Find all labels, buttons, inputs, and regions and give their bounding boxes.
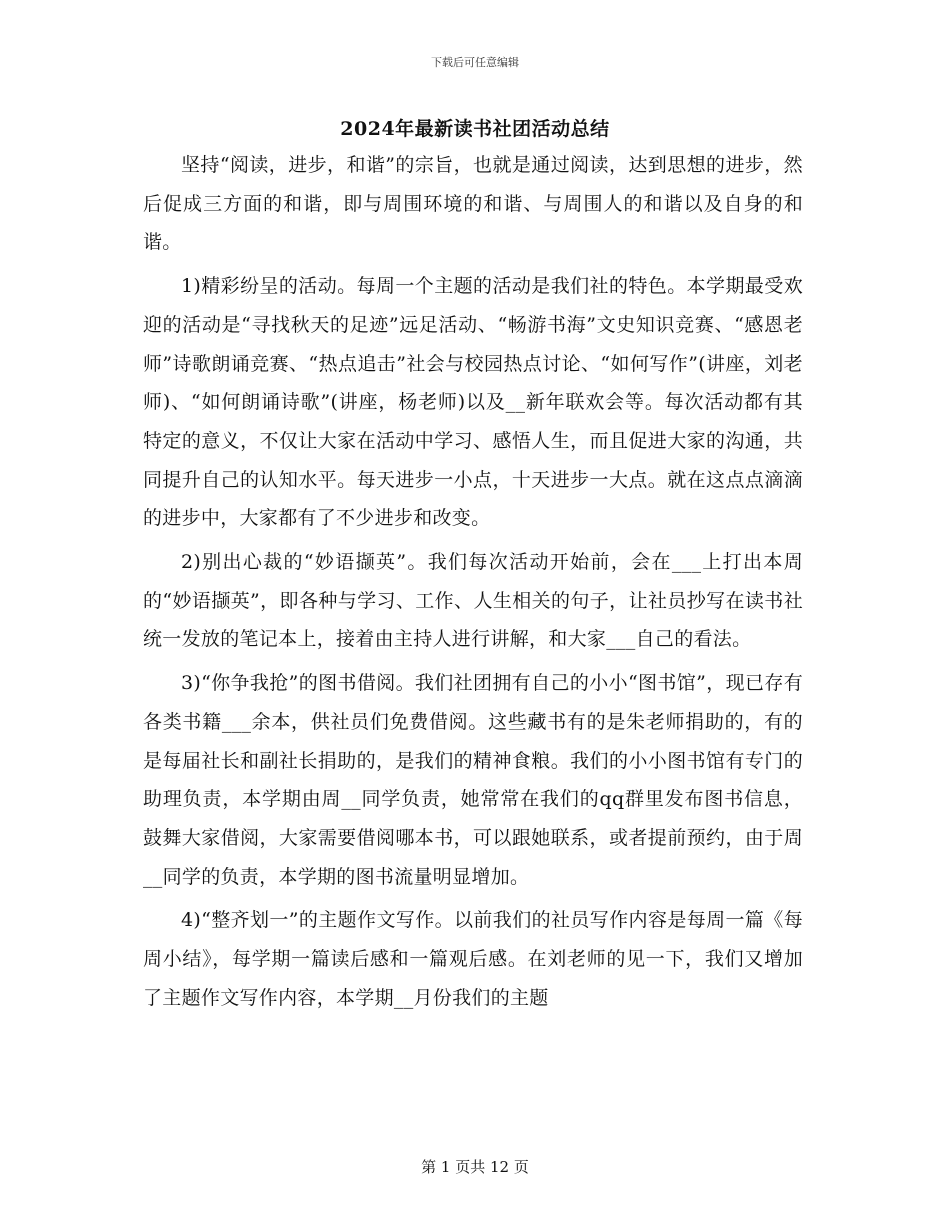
page-number: 第 1 页共 12 页 [421,1158,529,1176]
paragraph-intro: 坚持“阅读，进步，和谐”的宗旨，也就是通过阅读，达到思想的进步，然后促成三方面的和谐，即与周围环境的和谐、与周围人的和谐以及自身的和谐。 [143,154,803,254]
page-header-note: 下载后可任意编辑 [431,56,519,69]
document-body [143,146,803,1017]
paragraph-library: 3)“你争我抢”的图书借阅。我们社团拥有自己的小小“图书馆”，现已存有各类书籍___余本，供社员们免费借阅。这些藏书有的是朱老师捐助的，有的是每届社长和副社长捐助的，是我们的精神食粮。我们的小小图书馆有专门的助理负责，本学期由周__同学负责，她常常在我们的qq群里发布图书信息，鼓舞大家借阅，大家需要借阅哪本书，可以跟她联系，或者提前预约，由于周__同学的负责，本学期的图书流量明显增加。 [143,672,803,888]
document-title: 2024年最新读书社团活动总结 [340,118,610,140]
paragraph-writing: 4)“整齐划一”的主题作文写作。以前我们的社员写作内容是每周一篇《每周小结》，每学期一篇读后感和一篇观后感。在刘老师的见一下，我们又增加了主题作文写作内容，本学期__月份我们的主题 [143,909,803,1009]
paragraph-activities: 1)精彩纷呈的活动。每周一个主题的活动是我们社的特色。本学期最受欢迎的活动是“寻找秋天的足迹”远足活动、“畅游书海”文史知识竞赛、“感恩老师”诗歌朗诵竞赛、“热点追击”社会与校园热点讨论、“如何写作”(讲座，刘老师)、“如何朗诵诗歌”(讲座，杨老师)以及__新年联欢会等。每次活动都有其特定的意义，不仅让大家在活动中学习、感悟人生，而且促进大家的沟通，共同提升自己的认知水平。每天进步一小点，十天进步一大点。就在这点点滴滴的进步中，大家都有了不少进步和改变。 [143,275,803,530]
paragraph-quotes: 2)别出心裁的“妙语撷英”。我们每次活动开始前，会在___上打出本周的“妙语撷英”，即各种与学习、工作、人生相关的句子，让社员抄写在读书社统一发放的笔记本上，接着由主持人进行讲解，和大家___自己的看法。 [143,551,803,651]
